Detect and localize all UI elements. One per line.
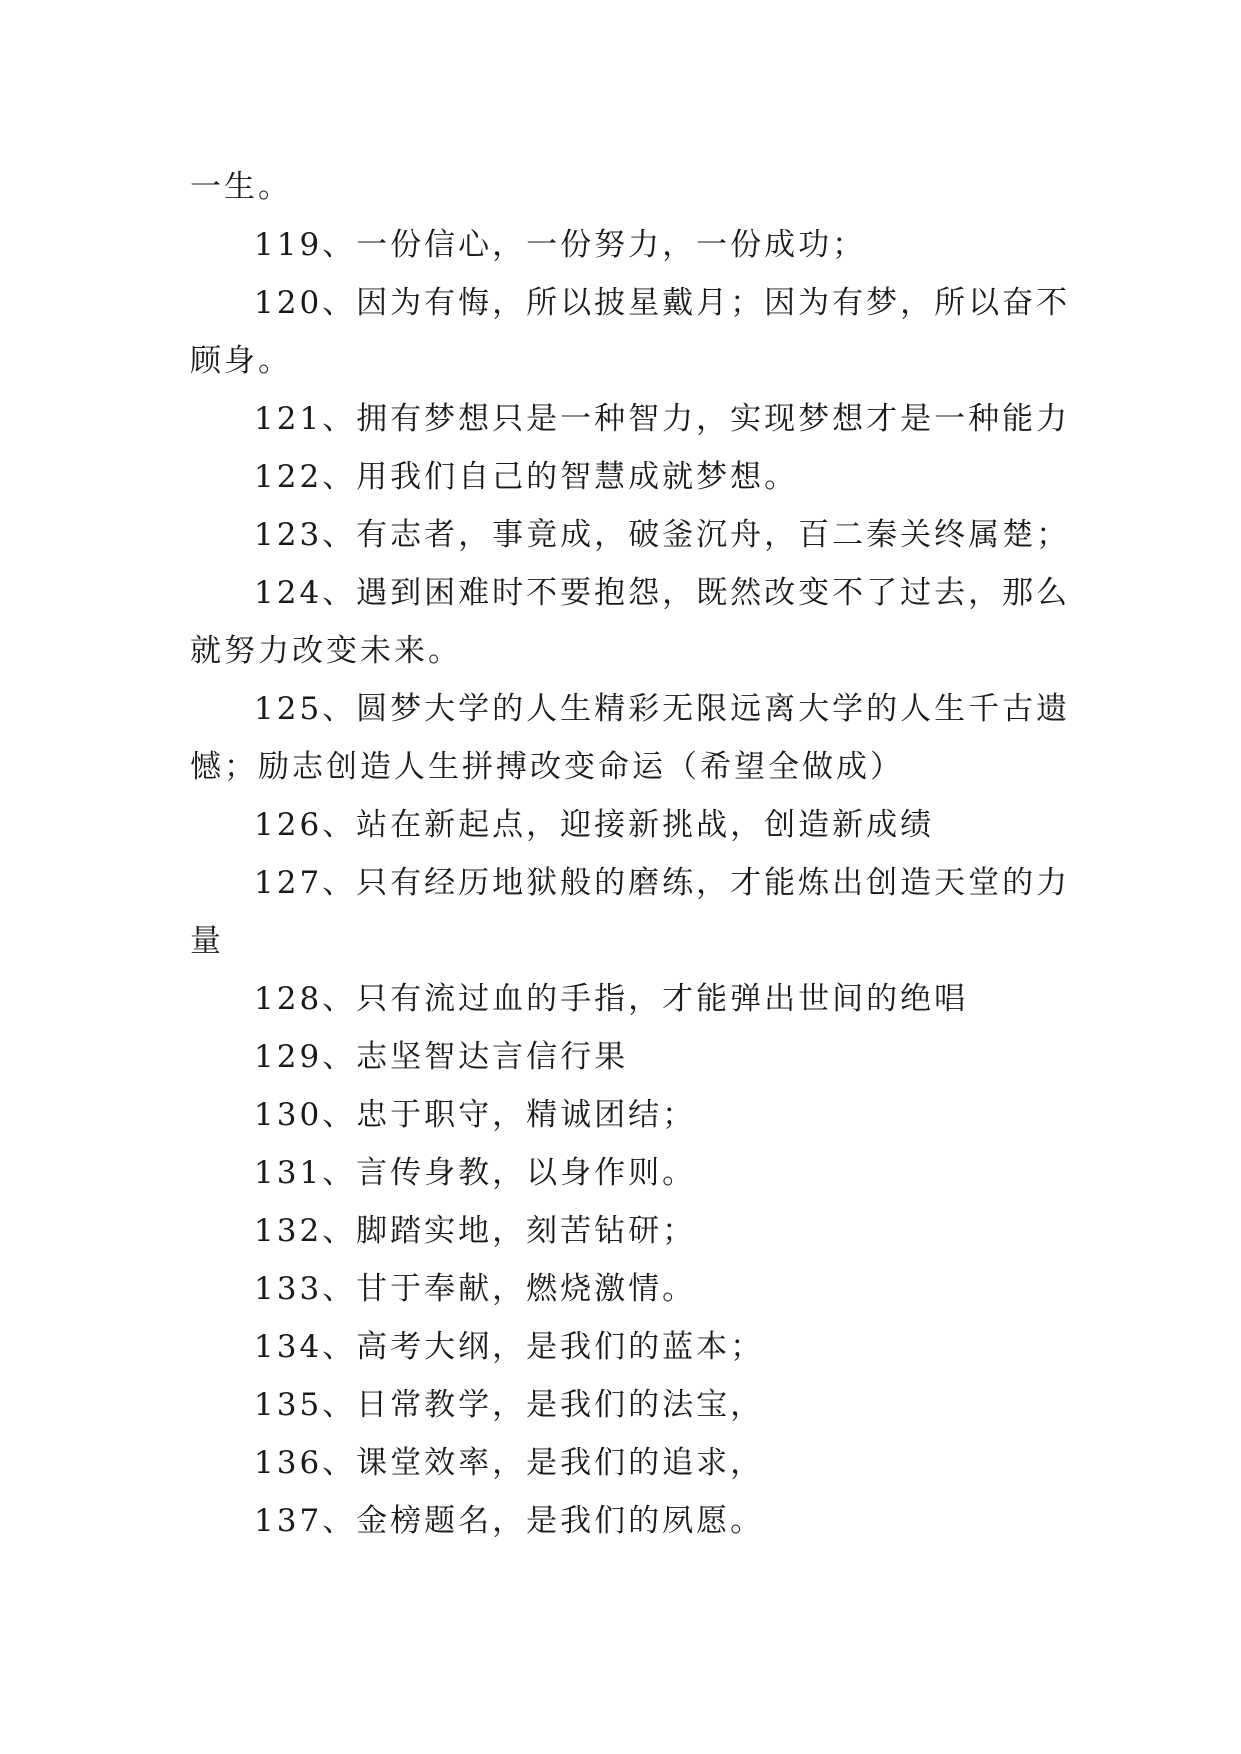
text-line: 136、课堂效率，是我们的追求， [254, 1445, 765, 1481]
text-line: 一生。 [190, 169, 292, 205]
document-body [190, 158, 1070, 1550]
text-line: 124、遇到困难时不要抱怨，既然改变不了过去，那么 [254, 575, 1071, 611]
text-line: 123、有志者，事竟成，破釜沉舟，百二秦关终属楚； [254, 517, 1071, 553]
text-line: 125、圆梦大学的人生精彩无限远离大学的人生千古遗 [254, 691, 1071, 727]
text-line: 133、甘于奉献，燃烧激情。 [254, 1271, 697, 1307]
text-line: 130、忠于职守，精诚团结； [254, 1097, 697, 1133]
text-line: 127、只有经历地狱般的磨练，才能炼出创造天堂的力 [254, 865, 1071, 901]
text-line: 量 [190, 923, 224, 959]
text-line: 顾身。 [190, 343, 292, 379]
text-line: 128、只有流过血的手指，才能弹出世间的绝唱 [254, 981, 969, 1017]
text-line: 131、言传身教，以身作则。 [254, 1155, 697, 1191]
text-line: 135、日常教学，是我们的法宝， [254, 1387, 765, 1423]
text-line: 122、用我们自己的智慧成就梦想。 [254, 459, 799, 495]
text-line: 129、志坚智达言信行果 [254, 1039, 629, 1075]
text-line: 134、高考大纲，是我们的蓝本； [254, 1329, 765, 1365]
text-line: 119、一份信心，一份努力，一份成功； [254, 227, 867, 263]
text-line: 137、金榜题名，是我们的夙愿。 [254, 1503, 765, 1539]
text-line: 就努力改变未来。 [190, 633, 462, 669]
text-line: 121、拥有梦想只是一种智力，实现梦想才是一种能力 [254, 401, 1071, 437]
text-line: 132、脚踏实地，刻苦钻研； [254, 1213, 697, 1249]
text-line: 憾；励志创造人生拼搏改变命运（希望全做成） [190, 749, 904, 785]
text-line: 126、站在新起点，迎接新挑战，创造新成绩 [254, 807, 935, 843]
text-line: 120、因为有悔，所以披星戴月；因为有梦，所以奋不 [254, 285, 1071, 321]
